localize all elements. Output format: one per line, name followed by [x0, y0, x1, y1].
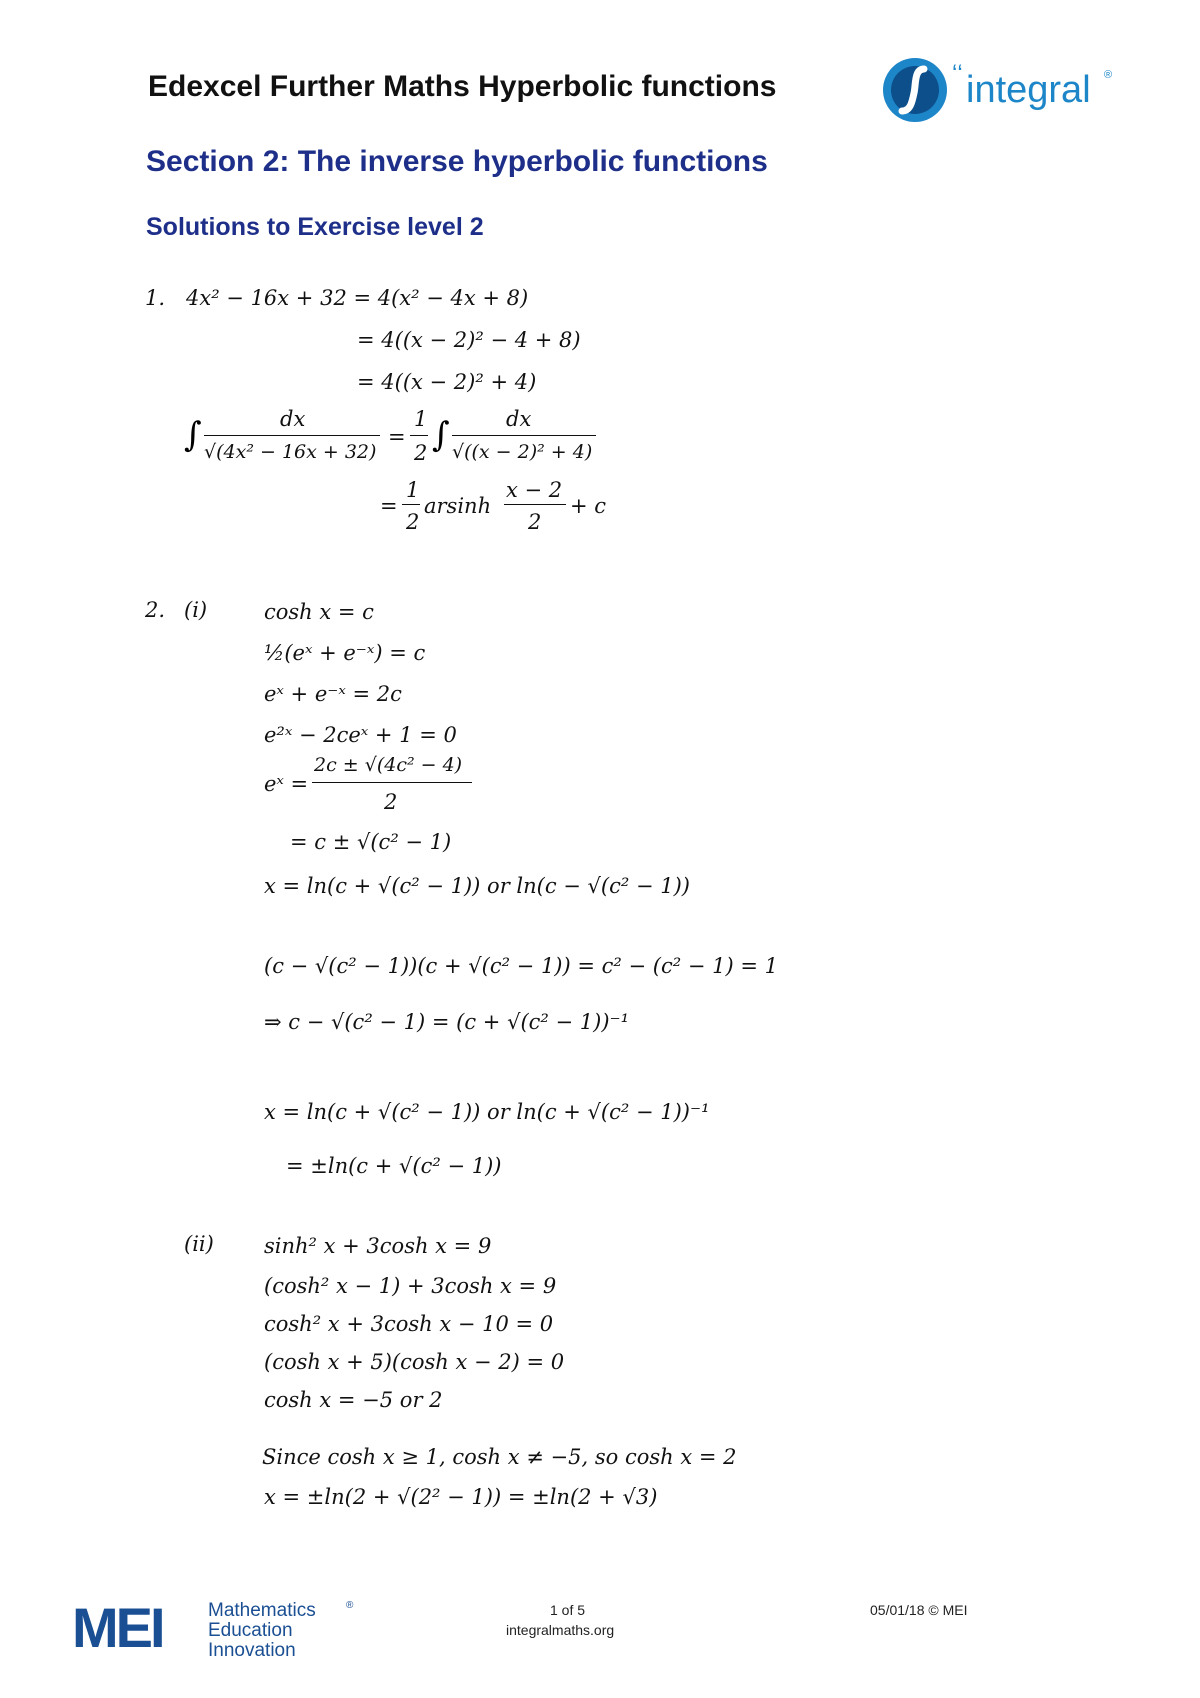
q2ii-line-2: (cosh² x − 1) + 3cosh x = 9 [264, 1274, 557, 1298]
q2i-line-4: e²ˣ − 2ceˣ + 1 = 0 [264, 723, 457, 747]
logo-registered: ® [1104, 69, 1113, 81]
page-number: 1 of 5 [550, 1602, 586, 1618]
q2i-ex-simplified: = c ± √(c² − 1) [290, 830, 452, 854]
header-title: Edexcel Further Maths Hyperbolic functions [148, 70, 777, 103]
q2ii-line-5: cosh x = −5 or 2 [264, 1388, 443, 1412]
mei-logo-line1: Mathematics [208, 1600, 316, 1621]
result-eq: = [380, 494, 398, 518]
mei-logo-letters: MEI [72, 1596, 163, 1659]
mei-logo-line2: Education [208, 1620, 293, 1641]
result-frac-num: x − 2 [506, 478, 563, 502]
logo-quote-icon: ʻʻ [952, 61, 963, 88]
q2i-product-line: (c − √(c² − 1))(c + √(c² − 1)) = c² − (c² − 1) = 1 [264, 954, 778, 978]
result-half-num: 1 [406, 478, 420, 502]
ex-num: 2c ± √(4c² − 4) [314, 754, 463, 776]
integral-left-num: dx [280, 407, 306, 431]
q1-result [380, 478, 620, 538]
q1-line-3: = 4((x − 2)² + 4) [357, 370, 537, 394]
result-half-bar [402, 504, 420, 505]
mei-logo [72, 1596, 372, 1664]
q2-part-ii: (ii) [184, 1232, 214, 1256]
integral-sign-left: ∫ [184, 415, 202, 455]
ex-bar [312, 782, 472, 783]
integral-right-num: dx [506, 407, 532, 431]
q2ii-line-4: (cosh x + 5)(cosh x − 2) = 0 [264, 1350, 565, 1374]
mei-logo-line3: Innovation [208, 1640, 296, 1661]
logo-text: integral [966, 69, 1091, 111]
integral-right-den: √((x − 2)² + 4) [452, 441, 593, 463]
integral-right-bar [452, 435, 596, 436]
integral-eq-sign: = [388, 425, 406, 449]
q2i-pm-line: = ±ln(c + √(c² − 1)) [286, 1154, 502, 1178]
q2ii-since-line: Since cosh x ≥ 1, cosh x ≠ −5, so cosh x = 2 [262, 1445, 737, 1469]
half-num: 1 [414, 407, 428, 431]
q1-line-1: 4x² − 16x + 32 = 4(x² − 4x + 8) [186, 286, 529, 310]
exercise-subtitle: Solutions to Exercise level 2 [146, 213, 484, 241]
result-half-den: 2 [406, 510, 420, 534]
integral-left-bar [204, 435, 380, 436]
q2i-x-solutions: x = ln(c + √(c² − 1)) or ln(c − √(c² − 1)) [264, 874, 690, 898]
q2i-implies-line: ⇒ c − √(c² − 1) = (c + √(c² − 1))⁻¹ [264, 1010, 630, 1034]
integral-left-den: √(4x² − 16x + 32) [204, 441, 377, 463]
q2ii-line-1: sinh² x + 3cosh x = 9 [264, 1234, 492, 1258]
half-bar [410, 435, 428, 436]
q2ii-line-3: cosh² x + 3cosh x − 10 = 0 [264, 1312, 554, 1336]
result-func: arsinh [424, 494, 492, 518]
website: integralmaths.org [506, 1622, 615, 1638]
q1-number: 1. [145, 286, 166, 310]
q2i-x-reciprocal: x = ln(c + √(c² − 1)) or ln(c + √(c² − 1))⁻¹ [264, 1100, 710, 1124]
q2i-line-2: ½(eˣ + e⁻ˣ) = c [264, 641, 426, 665]
result-frac-bar [504, 504, 566, 505]
q1-line-2: = 4((x − 2)² − 4 + 8) [357, 328, 581, 352]
ex-den: 2 [384, 790, 398, 814]
q2i-line-1: cosh x = c [264, 600, 374, 624]
q2i-ex-fraction [264, 752, 484, 818]
integral-logo-icon [880, 55, 950, 125]
date-copyright: 05/01/18 © MEI [870, 1602, 968, 1618]
q2i-line-3: eˣ + e⁻ˣ = 2c [264, 682, 402, 706]
q2-number: 2. [145, 598, 166, 622]
q2ii-final-line: x = ±ln(2 + √(2² − 1)) = ±ln(2 + √3) [264, 1485, 658, 1509]
q1-integral-eq [184, 405, 604, 475]
q2-part-i: (i) [184, 598, 208, 622]
result-suffix: + c [570, 494, 607, 518]
integral-sign-right: ∫ [432, 415, 450, 455]
half-den: 2 [414, 441, 428, 465]
result-frac-den: 2 [528, 510, 542, 534]
integral-logo [880, 55, 1120, 125]
mei-logo-reg: ® [346, 1600, 354, 1611]
ex-lhs: eˣ = [264, 772, 309, 796]
section-title: Section 2: The inverse hyperbolic functions [146, 145, 768, 178]
